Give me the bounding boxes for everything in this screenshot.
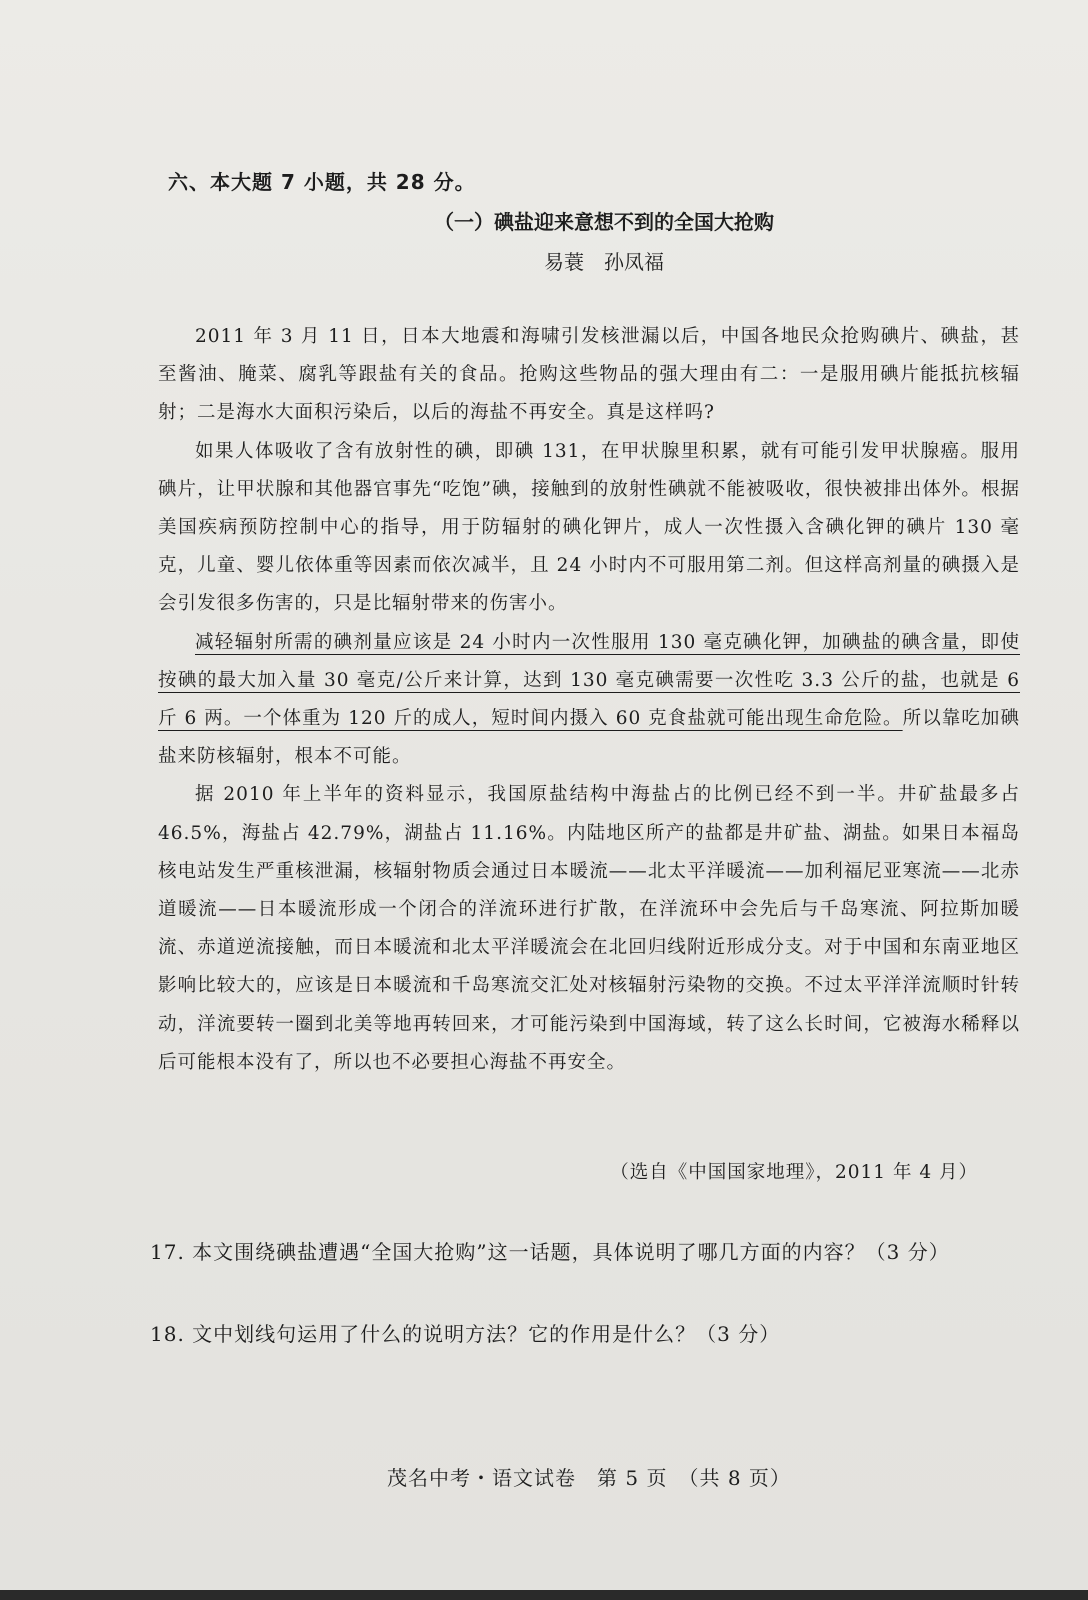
article-source: （选自《中国国家地理》，2011 年 4 月）	[610, 1162, 978, 1183]
paragraph-2: 如果人体吸收了含有放射性的碘，即碘 131，在甲状腺里积累，就有可能引发甲状腺癌。服用碘片，让甲状腺和其他器官事先“吃饱”碘，接触到的放射性碘就不能被吸收，很快被排出体外。根据美国疾病预防控制中心的指导，用于防辐射的碘化钾片，成人一次性摄入含碘化钾的碘片 130 毫克，儿童、婴儿依体重等因素而依次减半，且 24 小时内不可服用第二剂。但这样高剂量的碘摄入是会引发很多伤害的，只是比辐射带来的伤害小。	[158, 440, 1020, 615]
article-authors: 易蓑 孙凤福	[544, 250, 664, 274]
article-body	[158, 318, 1020, 1082]
question-18: 18. 文中划线句运用了什么的说明方法？它的作用是什么？（3 分）	[150, 1322, 781, 1346]
paragraph-3	[158, 624, 1020, 777]
page-footer: 茂名中考・语文试卷 第 5 页 （共 8 页）	[387, 1466, 791, 1490]
question-17: 17. 本文围绕碘盐遭遇“全国大抢购”这一话题，具体说明了哪几方面的内容？（3 分）	[150, 1240, 950, 1264]
paragraph-4: 据 2010 年上半年的资料显示，我国原盐结构中海盐占的比例已经不到一半。井矿盐最多占 46.5%，海盐占 42.79%，湖盐占 11.16%。内陆地区所产的盐都是井矿盐、湖盐。如果日本福岛核电站发生严重核泄漏，核辐射物质会通过日本暖流——北太平洋暖流——加利福尼亚寒流——北赤道暖流——日本暖流形成一个闭合的洋流环进行扩散，在洋流环中会先后与千岛寒流、阿拉斯加暖流、赤道逆流接触，而日本暖流和北太平洋暖流会在北回归线附近形成分支。对于中国和东南亚地区影响比较大的，应该是日本暖流和千岛寒流交汇处对核辐射污染物的交换。不过太平洋洋流顺时针转动，洋流要转一圈到北美等地再转回来，才可能污染到中国海域，转了这么长时间，它被海水稀释以后可能根本没有了，所以也不必要担心海盐不再安全。	[158, 784, 1020, 1073]
section-heading: 六、本大题 7 小题，共 28 分。	[168, 170, 476, 194]
scan-edge	[0, 1590, 1088, 1600]
article-title: （一）碘盐迎来意想不到的全国大抢购	[434, 210, 774, 234]
paragraph-3-tail: 所以靠吃加碘盐来防核辐射，根本不可能。	[158, 708, 1020, 768]
paragraph-1: 2011 年 3 月 11 日，日本大地震和海啸引发核泄漏以后，中国各地民众抢购碘片、碘盐，甚至酱油、腌菜、腐乳等跟盐有关的食品。抢购这些物品的强大理由有二：一是服用碘片能抵抗核辐射；二是海水大面积污染后，以后的海盐不再安全。真是这样吗?	[158, 326, 1020, 424]
underlined-sentence: 减轻辐射所需的碘剂量应该是 24 小时内一次性服用 130 毫克碘化钾，加碘盐的碘含量，即使按碘的最大加入量 30 毫克/公斤来计算，达到 130 毫克碘需要一次性吃 3.3 公斤的盐，也就是 6 斤 6 两。一个体重为 120 斤的成人，短时间内摄入 60 克食盐就可能出现生命危险。	[158, 631, 1020, 730]
